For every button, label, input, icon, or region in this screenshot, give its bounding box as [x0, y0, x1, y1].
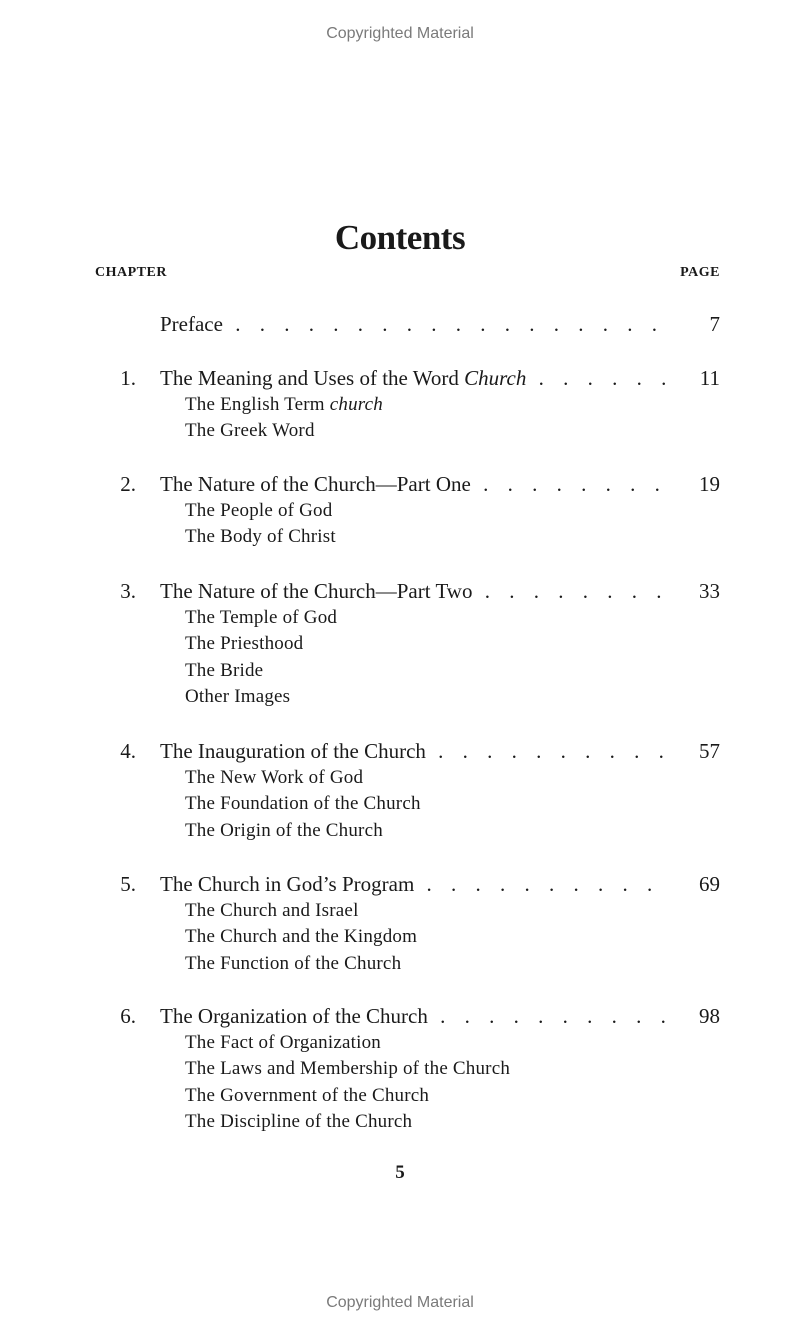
- section-title: The Discipline of the Church: [185, 1110, 413, 1132]
- chapter-number: 3.: [120, 579, 136, 603]
- section-title: The Foundation of the Church: [185, 793, 421, 815]
- section-title: The Temple of God: [185, 607, 338, 628]
- section-title: The Function of the Church: [185, 952, 402, 974]
- chapter-title: The Inauguration of the Church . . .: [160, 739, 670, 764]
- toc-entry-preface[interactable]: [0, 312, 800, 338]
- section-title: The English Term church: [185, 394, 383, 415]
- chapter-number: 6.: [120, 1004, 136, 1028]
- chapter-page: 98: [670, 1004, 720, 1029]
- chapter-title: The Meaning and Uses of the Word Church . . .: [160, 366, 670, 391]
- chapter-title: The Church in God’s Program . . .: [160, 872, 670, 897]
- watermark-bottom: Copyrighted Material: [326, 1294, 474, 1311]
- toc-entry-chapter-4[interactable]: [0, 739, 800, 844]
- page-number: 5: [395, 1162, 405, 1183]
- section-title: Other Images: [185, 685, 291, 707]
- toc-entry-chapter-3[interactable]: [0, 579, 800, 710]
- section-title: The Body of Christ: [185, 526, 336, 548]
- chapter-title: The Nature of the Church—Part One . . .: [160, 472, 670, 497]
- section-title: The Church and Israel: [185, 900, 359, 921]
- section-title: The People of God: [185, 500, 333, 521]
- page-column-header: PAGE: [680, 265, 720, 280]
- chapter-title: The Nature of the Church—Part Two . . .: [160, 579, 670, 604]
- section-title: The Bride: [185, 659, 264, 681]
- section-title: The New Work of God: [185, 767, 364, 788]
- section-title: The Greek Word: [185, 420, 315, 442]
- toc-entry-chapter-1[interactable]: [0, 366, 800, 445]
- toc-entry-chapter-5[interactable]: [0, 872, 800, 977]
- section-title: The Church and the Kingdom: [185, 926, 418, 948]
- chapter-page: 33: [670, 579, 720, 604]
- page-title: Contents: [334, 218, 466, 257]
- chapter-page: 69: [670, 872, 720, 897]
- section-title: The Origin of the Church: [185, 819, 383, 841]
- chapter-page: 11: [670, 366, 720, 391]
- section-title: The Priesthood: [185, 633, 304, 655]
- section-title: The Laws and Membership of the Church: [185, 1058, 511, 1080]
- toc-entry-chapter-2[interactable]: [0, 472, 800, 551]
- chapter-column-header: CHAPTER: [95, 265, 167, 280]
- toc-title: Preface . . .: [160, 312, 670, 337]
- toc-page: 7: [670, 312, 720, 337]
- chapter-page: 19: [670, 472, 720, 497]
- section-title: The Fact of Organization: [185, 1032, 381, 1053]
- chapter-number: 4.: [120, 739, 136, 763]
- section-title: The Government of the Church: [185, 1084, 430, 1106]
- toc-entry-chapter-6[interactable]: [0, 1004, 800, 1135]
- chapter-number: 1.: [120, 366, 136, 390]
- chapter-number: 2.: [120, 472, 136, 496]
- chapter-title: The Organization of the Church . . .: [160, 1004, 670, 1029]
- chapter-number: 5.: [120, 872, 136, 896]
- watermark-top: Copyrighted Material: [326, 25, 474, 42]
- chapter-page: 57: [670, 739, 720, 764]
